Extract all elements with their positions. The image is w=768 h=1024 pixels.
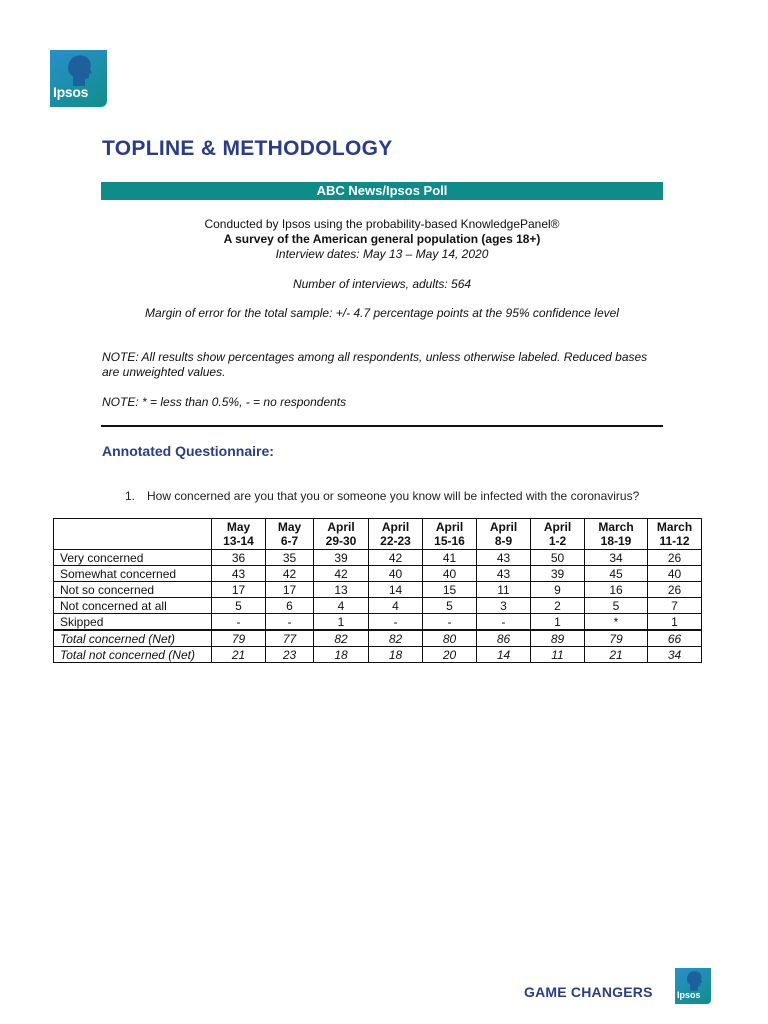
footer-logo-text: Ipsos [677,990,701,1000]
table-cell: 23 [266,647,314,663]
table-cell: - [477,614,531,631]
column-header: April 8-9 [477,519,531,550]
interview-count: Number of interviews, adults: 564 [292,277,472,291]
table-cell: 40 [423,566,477,582]
table-cell: 15 [423,582,477,598]
table-row [54,598,702,614]
table-cell: 42 [314,566,369,582]
row-label: Not so concerned [54,582,212,598]
footer-ipsos-logo [675,968,711,1004]
table-cell: 5 [423,598,477,614]
conducted-line: Conducted by Ipsos using the probability-based KnowledgePanel® [204,217,560,231]
table-cell: 42 [266,566,314,582]
table-cell: 5 [212,598,266,614]
table-cell: 43 [477,550,531,566]
table-cell: 11 [531,647,585,663]
table-cell: 4 [314,598,369,614]
table-cell: 21 [585,647,648,663]
table-cell: 7 [648,598,702,614]
results-table [53,518,702,663]
table-cell: 3 [477,598,531,614]
table-cell: 17 [266,582,314,598]
table-cell: 9 [531,582,585,598]
interview-dates: Interview dates: May 13 – May 14, 2020 [275,247,489,261]
question-number: 1. [125,489,136,503]
table-cell: 11 [477,582,531,598]
table-cell: 86 [477,630,531,647]
table-cell: 42 [369,550,423,566]
survey-line: A survey of the American general population (ages 18+) [223,232,541,246]
table-cell: 43 [477,566,531,582]
column-header: March 18-19 [585,519,648,550]
column-header: April 1-2 [531,519,585,550]
logo-text: Ipsos [53,84,89,100]
table-cell: 34 [585,550,648,566]
table-header-row [54,519,702,550]
table-cell: 36 [212,550,266,566]
table-cell: 2 [531,598,585,614]
table-cell: 35 [266,550,314,566]
table-cell: 21 [212,647,266,663]
row-label: Total not concerned (Net) [54,647,212,663]
table-cell: 26 [648,550,702,566]
head-silhouette-icon [685,970,703,991]
table-cell: 66 [648,630,702,647]
table-cell: - [369,614,423,631]
table-cell: 13 [314,582,369,598]
table-cell: 1 [648,614,702,631]
table-cell: 4 [369,598,423,614]
table-cell: 79 [585,630,648,647]
section-title: Annotated Questionnaire: [102,443,274,459]
head-silhouette-icon [65,54,93,86]
ipsos-logo [50,50,107,107]
footer-tagline: GAME CHANGERS [524,984,653,1000]
row-label: Somewhat concerned [54,566,212,582]
table-cell: 50 [531,550,585,566]
header-blank [54,519,212,550]
table-cell: 45 [585,566,648,582]
table-cell: 40 [648,566,702,582]
note-symbols: NOTE: * = less than 0.5%, - = no respondents [102,395,347,409]
table-cell: * [585,614,648,631]
column-header: March 11-12 [648,519,702,550]
table-cell: 39 [314,550,369,566]
row-label: Very concerned [54,550,212,566]
table-cell: - [423,614,477,631]
column-header: May 6-7 [266,519,314,550]
question [125,489,639,503]
table-cell: 14 [477,647,531,663]
table-cell: 43 [212,566,266,582]
table-cell: 34 [648,647,702,663]
table-cell: 82 [314,630,369,647]
table-cell: 79 [212,630,266,647]
table-row [54,566,702,582]
table-row [54,582,702,598]
note-results: NOTE: All results show percentages among all respondents, unless otherwise labeled. Reduced bases are unweighted values. [102,350,648,379]
table-cell: 77 [266,630,314,647]
table-cell: 1 [531,614,585,631]
table-cell: 80 [423,630,477,647]
table-cell: 41 [423,550,477,566]
table-cell: 6 [266,598,314,614]
table-row [54,550,702,566]
table-cell: 89 [531,630,585,647]
row-label: Skipped [54,614,212,631]
table-cell: 40 [369,566,423,582]
row-label: Not concerned at all [54,598,212,614]
table-row [54,630,702,647]
table-cell: 1 [314,614,369,631]
table-cell: 18 [369,647,423,663]
table-cell: 17 [212,582,266,598]
table-row [54,647,702,663]
row-label: Total concerned (Net) [54,630,212,647]
table-cell: 82 [369,630,423,647]
table-cell: - [266,614,314,631]
column-header: April 29-30 [314,519,369,550]
column-header: May 13-14 [212,519,266,550]
table-cell: 16 [585,582,648,598]
table-cell: 5 [585,598,648,614]
table-cell: 39 [531,566,585,582]
divider [101,425,663,427]
question-text: How concerned are you that you or someone you know will be infected with the coronavirus? [147,489,640,503]
table-row [54,614,702,631]
table-cell: 18 [314,647,369,663]
table-cell: 20 [423,647,477,663]
page-title: TOPLINE & METHODOLOGY [102,137,393,160]
table-cell: 14 [369,582,423,598]
poll-banner: ABC News/Ipsos Poll [101,182,663,200]
table-cell: 26 [648,582,702,598]
margin-of-error: Margin of error for the total sample: +/- 4.7 percentage points at the 95% confidence level [145,306,619,320]
column-header: April 15-16 [423,519,477,550]
table-cell: - [212,614,266,631]
column-header: April 22-23 [369,519,423,550]
